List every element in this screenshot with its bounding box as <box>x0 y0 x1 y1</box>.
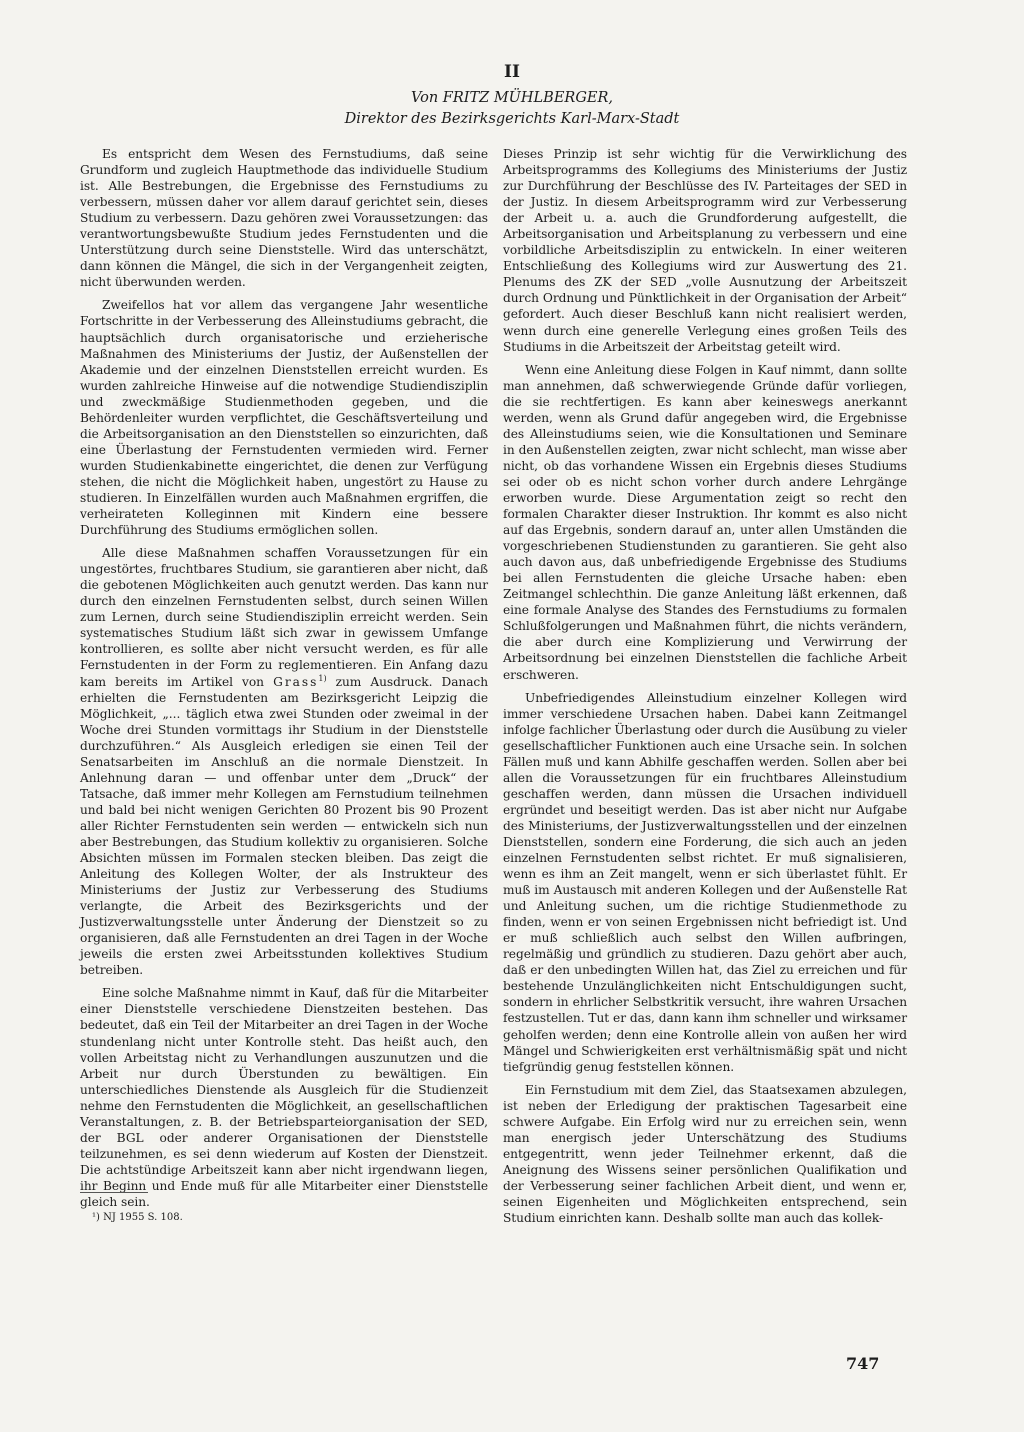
cited-author: Grass <box>273 674 319 689</box>
paragraph: Unbefriedigendes Alleinstudium einzelner Kollegen wird immer verschiedene Ursachen haben. Dabei kann Zeitmangel infolge fachlicher Überlastung oder durch die Ausübung zu vieler gesellschaftlicher Funktionen auch eine Ursache sein. In solchen Fällen muß und kann Abhilfe geschaffen werden. Sollen aber bei allen die Voraussetzungen für ein fruchtbares Alleinstudium geschaffen werden, dann müssen die Ursachen individuell ergründet und beseitigt werden. Das ist aber nicht nur Aufgabe des Ministeriums, der Justizverwaltungsstellen und der einzelnen Dienststellen, sondern eine Forderung, die sich auch an jeden einzelnen Fernstudenten selbst richtet. Er muß signalisieren, wenn es ihm an Zeit mangelt, wenn er sich überlastet fühlt. Er muß im Austausch mit anderen Kollegen und der Außenstelle Rat und Anleitung suchen, um die richtige Studienmethode zu finden, wenn er von seinen Ergebnissen nicht befriedigt ist. Und er muß schließlich auch selbst den Willen aufbringen, regelmäßig und gründlich zu studieren. Dazu gehört aber auch, daß er den unbedingten Willen hat, das Ziel zu erreichen und für bestehende Unzulänglichkeiten nicht Entschuldigungen sucht, sondern in ehrlicher Selbstkritik versucht, ihre wahren Ursachen festzustellen. Tut er das, dann kann ihm schneller und wirksamer geholfen werden; denn eine Kontrolle allein von außen her wird Mängel und Schwierigkeiten erst verhältnismäßig spät und nicht tiefgründig genug feststellen können. <box>503 690 907 1074</box>
section-number: II <box>504 62 520 82</box>
right-column <box>503 146 907 1226</box>
paragraph <box>80 545 488 978</box>
paragraph: Ein Fernstudium mit dem Ziel, das Staatsexamen abzulegen, ist neben der Erledigung der praktischen Tagesarbeit eine schwere Aufgabe. Ein Erfolg wird nur zu erreichen sein, wenn man energisch jeder Unterschätzung des Studiums entgegentritt, wenn jeder Teilnehmer erkennt, daß die Aneignung des Wissens seiner persönlichen Qualifikation und der Verbesserung seiner fachlichen Arbeit dient, und wenn er, seinen Eigenheiten und Möglichkeiten entsprechend, sein Studium einrichten kann. Deshalb sollte man auch das kollek- <box>503 1082 907 1226</box>
paragraph: Es entspricht dem Wesen des Fernstudiums, daß seine Grundform und zugleich Hauptmethode das individuelle Studium ist. Alle Bestrebungen, die Ergebnisse des Fernstudiums zu verbessern, müssen daher vor allem darauf gerichtet sein, dieses Studium zu verbessern. Dazu gehören zwei Voraussetzungen: das verantwortungsbewußte Studium jedes Fernstudenten und die Unterstützung durch seine Dienststelle. Wird das unterschätzt, dann können die Mängel, die sich in der Vergangenheit zeigten, nicht überwunden werden. <box>80 147 488 290</box>
paragraph-text: Alle diese Maßnahmen schaffen Voraussetzungen für ein ungestörtes, fruchtbares Studium, sie garantieren aber nicht, daß die gebotenen Möglichkeiten auch genutzt werden. Das kann nur durch den einzelnen Fernstudenten selbst, durch seinen Willen zum Lernen, durch seine Studiendisziplin erreicht werden. Sein systematisches Studium läßt sich zwar in gewissem Umfange kontrollieren, es sollte aber nicht versucht werden, es für alle Fernstudenten in der Form zu reglementieren. Ein Anfang dazu kam bereits im Artikel von <box>80 546 488 689</box>
paragraph: Zweifellos hat vor allem das vergangene Jahr wesentliche Fortschritte in der Verbesserung des Alleinstudiums gebracht, die hauptsächlich durch organisatorische und erzieherische Maßnahmen des Ministeriums der Justiz, der Außenstellen der Akademie und der einzelnen Dienststellen erreicht wurden. Es wurden zahlreiche Hinweise auf die notwendige Studiendisziplin und zweckmäßige Studienmethoden gegeben, und die Behördenleiter wurden verpflichtet, die Geschäftsverteilung und die Arbeitsorganisation an den Dienststellen so einzurichten, daß eine Überlastung der Fernstudenten vermieden wird. Ferner wurden Studienkabinette eingerichtet, die denen zur Verfügung stehen, die nicht die Möglichkeit haben, ungestört zu Hause zu studieren. In Einzelfällen wurden auch Maßnahmen ergriffen, die verheirateten Kolleginnen mit Kindern eine bessere Durchführung des Studiums ermöglichen sollen. <box>80 298 488 538</box>
paragraph: Eine solche Maßnahme nimmt in Kauf, daß für die Mitarbeiter einer Dienststelle verschiedene Dienstzeiten bestehen. Das bedeutet, daß ein Teil der Mitarbeiter an drei Tagen in der Woche stundenlang nicht unter Kontrolle steht. Das heißt auch, den vollen Arbeitstag nicht zu Verhandlungen auszunutzen und die Arbeit nur durch Überstunden zu bewältigen. Ein unterschiedliches Dienstende als Ausgleich für die Studienzeit nehme den Fernstudenten die Möglichkeit, an gesellschaftlichen Veranstaltungen, z. B. der Betriebsparteiorganisation der SED, der BGL oder anderer Organisationen der Dienststelle teilzunehmen, es sei denn wiederum auf Kosten der Dienstzeit. Die achtstündige Arbeitszeit kann aber nicht irgendwann liegen, ihr Beginn und Ende muß für alle Mitarbeiter einer Dienststelle gleich sein. <box>80 986 488 1209</box>
footnote-marker: 1) <box>318 673 327 683</box>
footnote: ¹) NJ 1955 S. 108. <box>92 1212 183 1223</box>
author-title: Direktor des Bezirksgerichts Karl-Marx-Stadt <box>344 111 680 127</box>
footnote-rule <box>80 1192 148 1193</box>
paragraph-text: zum Ausdruck. Danach erhielten die Fernstudenten am Bezirksgericht Leipzig die Möglichkeit, „... täglich etwa zwei Stunden oder zweimal in der Woche drei Stunden vormittags ihr Studium in der Dienststelle durchzuführen.“ Als Ausgleich erledigen sie einen Teil der Senatsarbeiten im Anschluß an die normale Dienstzeit. In Anlehnung daran — und offenbar unter dem „Druck“ der Tatsache, daß immer mehr Kollegen am Fernstudium teilnehmen und bald bei nicht wenigen Gerichten 80 Prozent bis 90 Prozent aller Richter Fernstudenten sein werden — entwickeln sich nun aber Bestrebungen, das Studium kollektiv zu organisieren. Solche Absichten müssen im Formalen stecken bleiben. Das zeigt die Anleitung des Kollegen Wolter, der als Instrukteur des Ministeriums der Justiz zur Verbesserung des Studiums verlangte, die Arbeit des Bezirksgerichts und der Justizverwaltungsstelle unter Änderung der Dienstzeit so zu organisieren, daß alle Fernstudenten an drei Tagen in der Woche jeweils die ersten zwei Arbeitsstunden kollektives Studium betreiben. <box>80 674 489 978</box>
paragraph: Wenn eine Anleitung diese Folgen in Kauf nimmt, dann sollte man annehmen, daß schwerwiegende Gründe dafür vorliegen, die sie rechtfertigen. Es kann aber keineswegs anerkannt werden, wenn als Grund dafür angegeben wird, die Ergebnisse des Alleinstudiums seien, wie die Konsultationen und Seminare in den Außenstellen zeigten, zwar nicht schlecht, man wisse aber nicht, ob das vorhandene Wissen ein Ergebnis dieses Studiums sei oder ob es nicht schon vorher durch andere Lehrgänge erworben wurde. Diese Argumentation zeigt so recht den formalen Charakter dieser Instruktion. Ihr kommt es also nicht auf das Ergebnis, sondern darauf an, unter allen Umständen die vorgeschriebenen Studienstunden zu garantieren. Sie geht also auch davon aus, daß unbefriedigende Ergebnisse des Studiums bei allen Fernstudenten die gleiche Ursache haben: eben Zeitmangel schlechthin. Die ganze Anleitung läßt erkennen, daß eine formale Analyse des Standes des Fernstudiums zu formalen Schlußfolgerungen und Maßnahmen führt, die nichts verändern, die aber durch eine Komplizierung und Verwirrung der Arbeitsordnung bei einzelnen Dienststellen die fachliche Arbeit erschweren. <box>503 362 907 682</box>
left-column <box>80 146 488 1210</box>
page-number: 747 <box>846 1354 880 1373</box>
author-block <box>0 88 1024 130</box>
paragraph: Dieses Prinzip ist sehr wichtig für die Verwirklichung des Arbeitsprogramms des Kollegiums des Ministeriums der Justiz zur Durchführung der Beschlüsse des IV. Parteitages der SED in der Justiz. In diesem Arbeitsprogramm wird zur Verbesserung der Arbeit u. a. auch die Grundforderung aufgestellt, die Arbeitsorganisation und Arbeitsplanung zu verbessern und eine vorbildliche Arbeitsdisziplin zu entwickeln. In einer weiteren Entschließung des Kollegiums wird zur Auswertung des 21. Plenums des ZK der SED „volle Ausnutzung der Arbeitszeit durch Ordnung und Pünktlichkeit in der Organisation der Arbeit“ gefordert. Auch dieser Beschluß kann nicht realisiert werden, wenn durch eine generelle Verlegung eines großen Teils des Studiums in die Arbeitszeit der Arbeitstag geteilt wird. <box>503 147 907 354</box>
author-name: Von FRITZ MÜHLBERGER, <box>410 90 614 106</box>
